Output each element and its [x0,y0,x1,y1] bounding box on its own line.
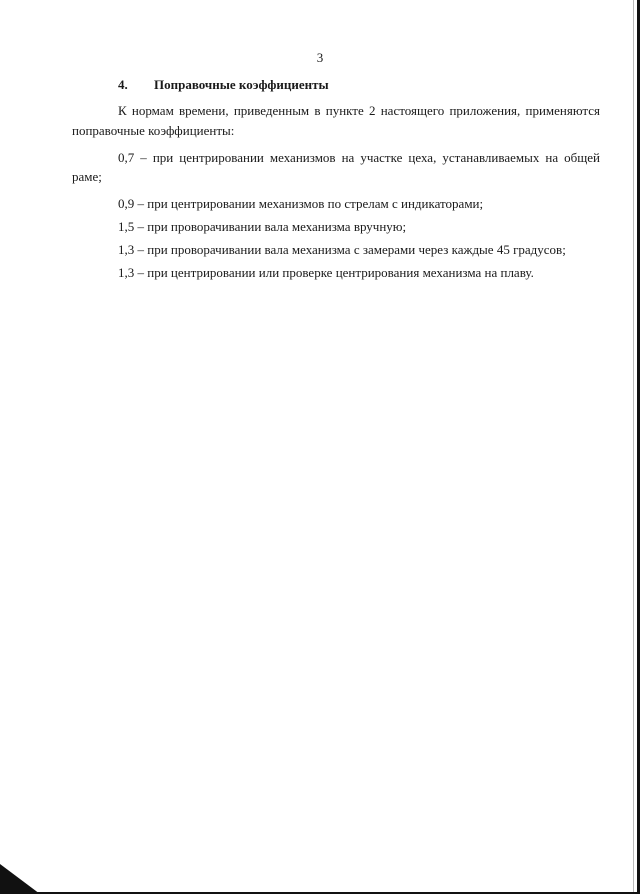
coefficient-4: 1,3 – при проворачивании вала механизма с замерами через каждые 45 градусов; [118,242,566,257]
section-heading [118,77,329,93]
coefficient-1-line-1: 0,7 – при центрировании механизмов на участке цеха, устанавливаемых на общей [118,150,600,165]
section-number: 4. [118,77,128,92]
intro-line-2: поправочные коэффициенты: [72,123,235,138]
coefficient-3: 1,5 – при проворачивании вала механизма вручную; [118,219,407,234]
page-number: 3 [316,50,324,65]
section-title: Поправочные коэффициенты [154,77,329,92]
scan-edge-line [633,0,634,894]
coefficient-5: 1,3 – при центрировании или проверке центрирования механизма на плаву. [118,265,534,280]
coefficient-1-line-2: раме; [72,169,102,184]
scan-corner-shadow [0,864,640,894]
coefficient-2: 0,9 – при центрировании механизмов по стрелам с индикаторами; [118,196,484,211]
intro-line-1: К нормам времени, приведенным в пункте 2 настоящего приложения, применяются [118,103,600,118]
